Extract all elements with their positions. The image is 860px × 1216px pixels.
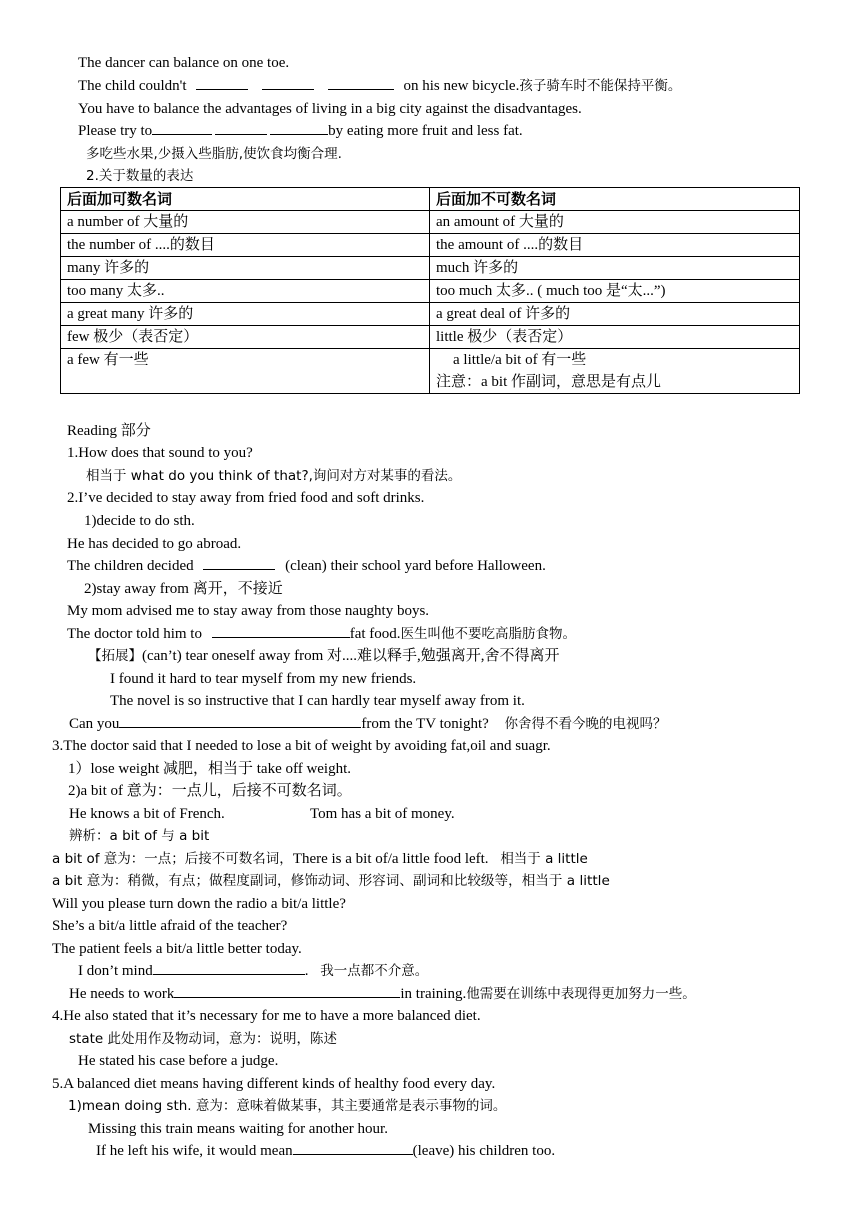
- example-sentence: He stated his case before a judge.: [78, 1053, 279, 1069]
- answer-blank[interactable]: [119, 714, 361, 728]
- point-heading: 3.The doctor said that I needed to lose a bit of weight by avoiding fat,oil and suagr.: [52, 738, 551, 754]
- fill-in-sentence: The child couldn't on his new bicycle.孩子骑车时不能保持平衡。: [78, 78, 682, 94]
- table-cell: a great many 许多的: [61, 303, 430, 326]
- section-heading: Reading 部分: [67, 423, 151, 439]
- table-cell: little 极少（表否定）: [430, 326, 800, 349]
- explanation: 相当于 what do you think of that?,询问对方对某事的看法。: [86, 468, 462, 484]
- answer-blank[interactable]: [328, 76, 394, 90]
- sub-point: 2)a bit of 意为：一点儿，后接不可数名词。: [68, 783, 352, 799]
- answer-blank[interactable]: [215, 121, 267, 135]
- table-cell: a number of 大量的: [61, 211, 430, 234]
- example-sentence: Missing this train means waiting for another hour.: [88, 1121, 388, 1137]
- table-cell: much 许多的: [430, 257, 800, 280]
- extension-note: 【拓展】(can’t) tear oneself away from 对....难以释手,勉强离开,舍不得离开: [88, 648, 560, 664]
- point-heading: 4.He also stated that it’s necessary for me to have a more balanced diet.: [52, 1008, 481, 1024]
- fill-in-sentence: If he left his wife, it would mean (leave) his children too.: [96, 1143, 556, 1159]
- example-sentence: The novel is so instructive that I can hardly tear myself away from it.: [110, 693, 525, 709]
- comparison-line: a bit 意为：稍微，有点；做程度副词，修饰动词、形容词、副词和比较级等，相当于 a little: [52, 873, 610, 889]
- fill-in-sentence: The children decided (clean) their school yard before Halloween.: [67, 558, 546, 574]
- table-row: [61, 349, 800, 394]
- fill-in-sentence: The doctor told him to fat food.医生叫他不要吃高脂肪食物。: [67, 626, 577, 642]
- point-heading: 1.How does that sound to you?: [67, 445, 253, 461]
- point-heading: 2.I’ve decided to stay away from fried food and soft drinks.: [67, 490, 425, 506]
- explanation: state 此处用作及物动词，意为：说明，陈述: [69, 1031, 337, 1047]
- answer-blank[interactable]: [153, 961, 305, 975]
- cell-note: 注意：a bit 作副词，意思是有点儿: [436, 374, 661, 390]
- table-header-row: [61, 188, 800, 211]
- fill-in-sentence: He needs to work in training.他需要在训练中表现得更加努力一些。: [69, 986, 696, 1002]
- table-cell: a few 有一些: [61, 349, 430, 394]
- table-cell: too many 太多..: [61, 280, 430, 303]
- point-heading: 5.A balanced diet means having different kinds of healthy food every day.: [52, 1076, 496, 1092]
- table-cell: a great deal of 许多的: [430, 303, 800, 326]
- sub-point: 1)mean doing sth. 意为：意味着做某事，其主要通常是表示事物的词。: [68, 1098, 507, 1114]
- column-header: 后面加不可数名词: [430, 188, 800, 211]
- cell-line: a little/a bit of 有一些: [453, 352, 587, 368]
- example-sentence: He has decided to go abroad.: [67, 536, 242, 552]
- translation: 多吃些水果,少摄入些脂肪,使饮食均衡合理.: [86, 146, 342, 162]
- table-row: [61, 303, 800, 326]
- table-row: [61, 280, 800, 303]
- sentence: The dancer can balance on one toe.: [78, 55, 290, 71]
- table-row: [61, 326, 800, 349]
- quantity-expressions-table: [60, 187, 800, 394]
- example-sentence: She’s a bit/a little afraid of the teacher?: [52, 918, 288, 934]
- example-sentence: My mom advised me to stay away from those naughty boys.: [67, 603, 430, 619]
- table-cell: [430, 349, 800, 394]
- table-cell: the number of ....的数目: [61, 234, 430, 257]
- sentence: You have to balance the advantages of living in a big city against the disadvantages.: [78, 101, 582, 117]
- answer-blank[interactable]: [270, 121, 328, 135]
- answer-blank[interactable]: [262, 76, 314, 90]
- answer-blank[interactable]: [152, 121, 212, 135]
- fill-in-sentence: I don’t mind . 我一点都不介意。: [78, 963, 429, 979]
- table-cell: the amount of ....的数目: [430, 234, 800, 257]
- example-sentence: The patient feels a bit/a little better today.: [52, 941, 302, 957]
- table-row: [61, 234, 800, 257]
- answer-blank[interactable]: [293, 1141, 413, 1155]
- fill-in-sentence: Can you from the TV tonight? 你舍得不看今晚的电视吗？: [69, 716, 667, 732]
- example-sentence: He knows a bit of French.: [69, 806, 225, 822]
- answer-blank[interactable]: [196, 76, 248, 90]
- table-row: [61, 257, 800, 280]
- table-cell: few 极少（表否定）: [61, 326, 430, 349]
- sub-point: 2)stay away from 离开，不接近: [84, 581, 283, 597]
- answer-blank[interactable]: [174, 984, 400, 998]
- answer-blank[interactable]: [212, 624, 350, 638]
- column-header: 后面加可数名词: [61, 188, 430, 211]
- table-cell: an amount of 大量的: [430, 211, 800, 234]
- table-cell: too much 太多.. ( much too 是“太...”): [430, 280, 800, 303]
- answer-blank[interactable]: [203, 556, 275, 570]
- sub-point: 1）lose weight 减肥，相当于 take off weight.: [68, 761, 352, 777]
- comparison-line: a bit of 意为：一点；后接不可数名词，There is a bit of/a little food left. 相当于 a little: [52, 851, 588, 867]
- example-sentence: Tom has a bit of money.: [310, 806, 455, 822]
- fill-in-sentence: Please try to by eating more fruit and less fat.: [78, 123, 523, 139]
- comparison-heading: 辨析：a bit of 与 a bit: [69, 828, 210, 844]
- section-heading: 2.关于数量的表达: [86, 168, 194, 184]
- table-cell: many 许多的: [61, 257, 430, 280]
- example-sentence: I found it hard to tear myself from my new friends.: [110, 671, 417, 687]
- sub-point: 1)decide to do sth.: [84, 513, 195, 529]
- table-row: [61, 211, 800, 234]
- example-sentence: Will you please turn down the radio a bit/a little?: [52, 896, 346, 912]
